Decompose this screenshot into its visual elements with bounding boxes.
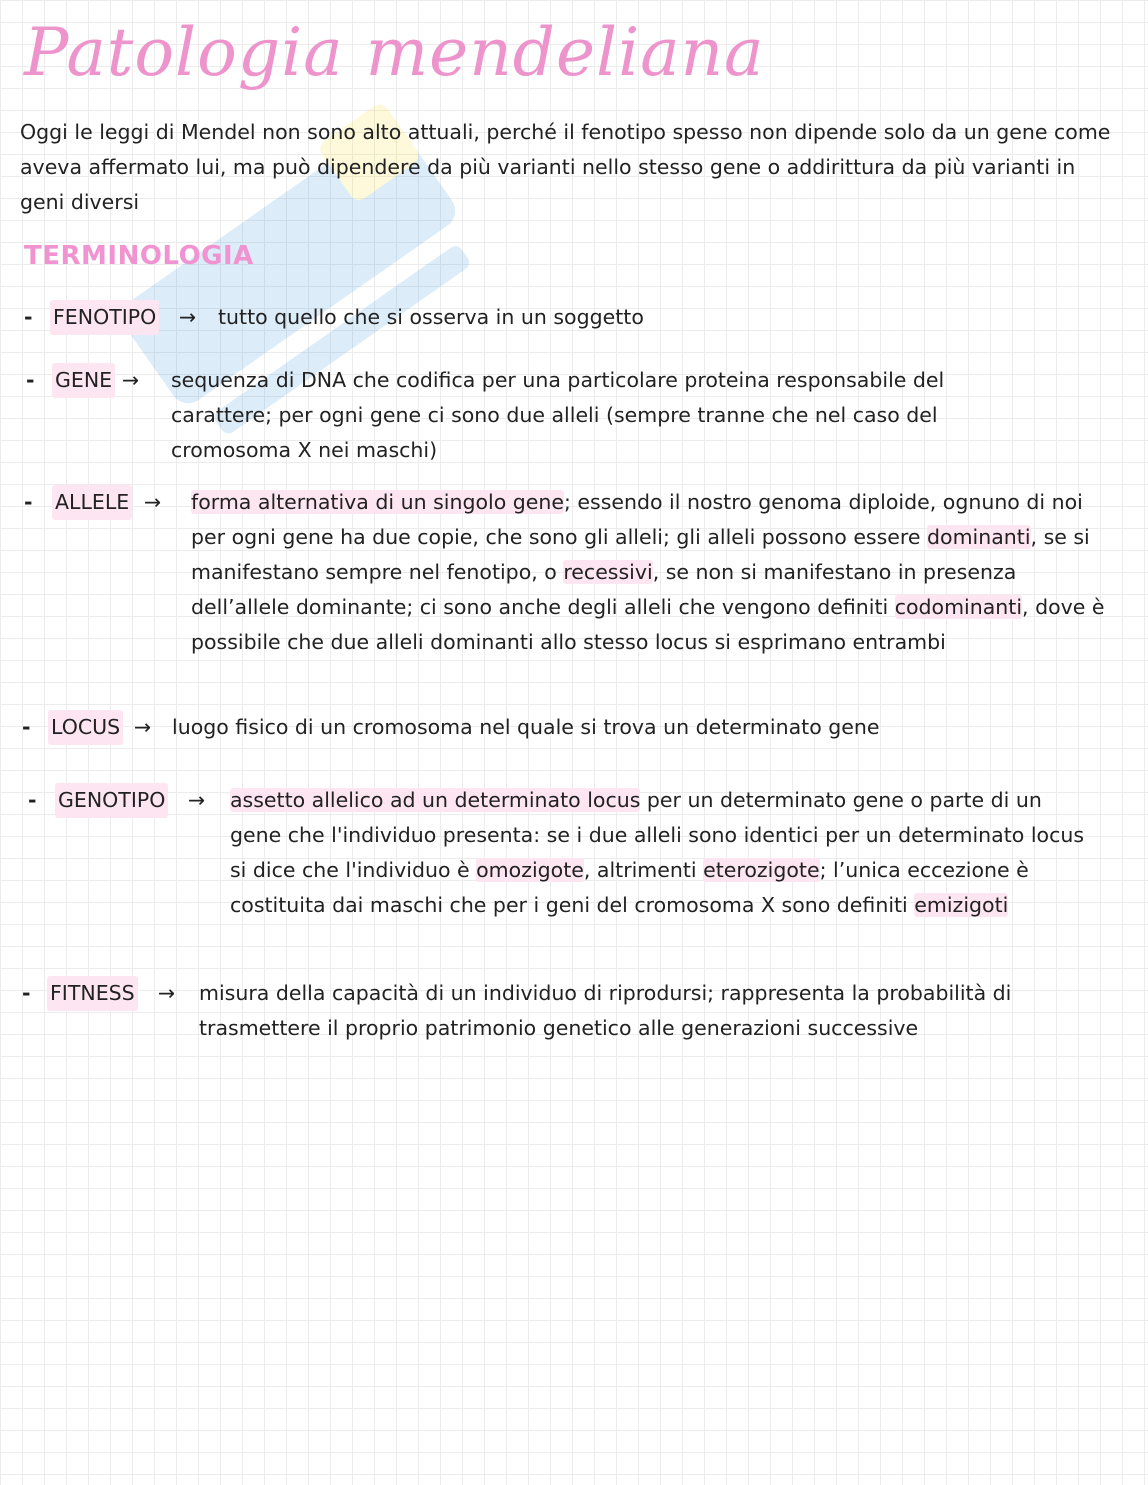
definition-text: ; essendo il nostro genoma diploide, ognuno di noi per ogni gene ha due copie, che sono gli alleli; gli alleli possono essere (191, 490, 1083, 549)
term-definition (191, 485, 1116, 660)
intro-paragraph: Oggi le leggi di Mendel non sono alto attuali, perché il fenotipo spesso non dipende solo da un gene come aveva affermato lui, ma può dipendere da più varianti nello stesso gene o addirittura da più varianti in geni diversi (20, 120, 1111, 214)
bullet-dash: - (28, 788, 37, 812)
term-locus (22, 710, 1122, 745)
term-label: GENE (52, 363, 115, 398)
bullet-dash: - (26, 368, 35, 392)
term-label: ALLELE (52, 485, 132, 520)
highlight-keyword: eterozigote (703, 858, 820, 882)
term-label: FITNESS (47, 976, 138, 1011)
definition-text: , altrimenti (583, 858, 704, 882)
highlight: assetto allelico ad un determinato locus (230, 788, 641, 812)
term-definition: sequenza di DNA che codifica per una particolare proteina responsabile del carattere; per ogni gene ci sono due alleli (sempre tranne che nel caso del cromosoma X nei maschi) (171, 368, 945, 462)
definition-text: , se si manifestano sempre nel fenotipo, o (191, 525, 1090, 584)
bullet-dash: - (22, 981, 31, 1005)
term-fitness (22, 976, 1122, 1051)
highlight-keyword: dominanti (927, 525, 1031, 549)
bullet-dash: - (24, 490, 33, 514)
term-allele (24, 485, 1124, 695)
term-gene (26, 363, 1126, 473)
arrow-icon: → (158, 981, 176, 1005)
term-definition: luogo fisico di un cromosoma nel quale si trova un determinato gene (172, 715, 880, 739)
bullet-dash: - (22, 715, 31, 739)
highlight-keyword: emizigoti (914, 893, 1009, 917)
highlight-keyword: recessivi (563, 560, 653, 584)
arrow-icon: → (122, 368, 140, 392)
highlight-keyword: omozigote (476, 858, 584, 882)
arrow-icon: → (188, 788, 206, 812)
highlight: forma alternativa di un singolo gene (191, 490, 564, 514)
definition-text: , dove è possibile che due alleli dominanti allo stesso locus si esprimano entrambi (191, 595, 1105, 654)
arrow-icon: → (179, 305, 197, 329)
arrow-icon: → (144, 490, 162, 514)
definition-text: , se non si manifestano in presenza dell’allele dominante; ci sono anche degli alleli che vengono definiti (191, 560, 1017, 619)
term-label: GENOTIPO (55, 783, 168, 818)
highlight-keyword: codominanti (894, 595, 1023, 619)
term-label: FENOTIPO (50, 300, 159, 335)
term-fenotipo (24, 300, 1124, 335)
term-definition: tutto quello che si osserva in un soggetto (218, 305, 644, 329)
term-genotipo (28, 783, 1128, 963)
page-title: Patologia mendeliana (24, 14, 765, 91)
section-heading: TERMINOLOGIA (24, 241, 254, 271)
definition-text: per un determinato gene o parte di un gene che l'individuo presenta: se i due alleli sono identici per un determinato locus si dice che l'individuo è (230, 788, 1085, 882)
definition-text: ; l’unica eccezione è costituita dai maschi che per i geni del cromosoma X sono definiti (230, 858, 1029, 917)
term-definition: misura della capacità di un individuo di riprodursi; rappresenta la probabilità di trasmettere il proprio patrimonio genetico alle generazioni successive (199, 981, 1012, 1040)
term-label: LOCUS (48, 710, 123, 745)
arrow-icon: → (134, 715, 152, 739)
bullet-dash: - (24, 305, 33, 329)
term-definition (230, 783, 1090, 923)
